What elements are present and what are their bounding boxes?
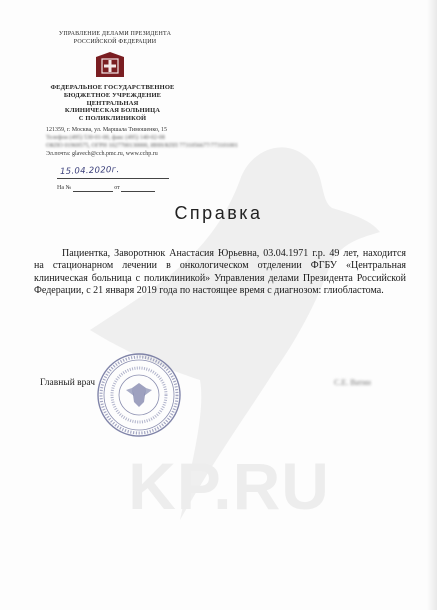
admin-line-2: РОССИЙСКОЙ ФЕДЕРАЦИИ	[73, 38, 157, 45]
address-line: 121359, г. Москва, ул. Маршала Тимошенко, 15	[46, 127, 167, 133]
handwritten-date: 15.04.2020г.	[59, 164, 120, 178]
org-line-4: КЛИНИЧЕСКАЯ БОЛЬНИЦА	[64, 107, 161, 115]
address-block	[46, 126, 238, 158]
round-seal-icon	[96, 352, 182, 438]
ref-from-field	[121, 185, 155, 192]
document-title: Справка	[174, 203, 263, 223]
watermark-text: KP.RU	[128, 449, 330, 523]
hospital-emblem-icon	[94, 51, 126, 79]
ref-no-label: На №	[57, 185, 72, 191]
phones-line: Телефон (495) 530-01-00, факс (495) 140-02-08	[46, 135, 165, 141]
document-body: Пациентка, Заворотнюк Анастасия Юрьевна, 03.04.1971 г.р. 49 лет, находится на стационарном лечении в онкологическом отделении ФГБУ «Центральная клиническая больница с поликлиникой» Управления делами Президента Российской Федерации, с 21 января 2019 года по настоящее время с диагнозом: глиобластома.	[34, 248, 406, 297]
org-line-2: БЮДЖЕТНОЕ УЧРЕЖДЕНИЕ	[63, 91, 162, 99]
page-edge-shadow	[427, 0, 437, 610]
org-line-3: ЦЕНТРАЛЬНАЯ	[86, 99, 139, 107]
org-line-5: С ПОЛИКЛИНИКОЙ	[78, 115, 147, 123]
signer-name: С.Е. Ватин	[334, 378, 371, 387]
ref-no-field	[73, 185, 113, 192]
signer-role: Главный врач	[40, 378, 95, 388]
hospital-name	[40, 84, 185, 123]
org-line-1: ФЕДЕРАЛЬНОЕ ГОСУДАРСТВЕННОЕ	[50, 84, 175, 91]
email-line: Эл.почта: glavech@cch.pmc.ru, www.cchp.ru	[46, 151, 158, 157]
reference-line	[57, 185, 155, 192]
administration-header	[40, 31, 190, 46]
ref-from-label: от	[114, 185, 120, 191]
admin-line-1: УПРАВЛЕНИЕ ДЕЛАМИ ПРЕЗИДЕНТА	[58, 31, 172, 37]
codes-line: ОКПО 01969575, ОГРН 1027700130000, ИНН/КПП 7731056677/773101001	[46, 143, 238, 149]
